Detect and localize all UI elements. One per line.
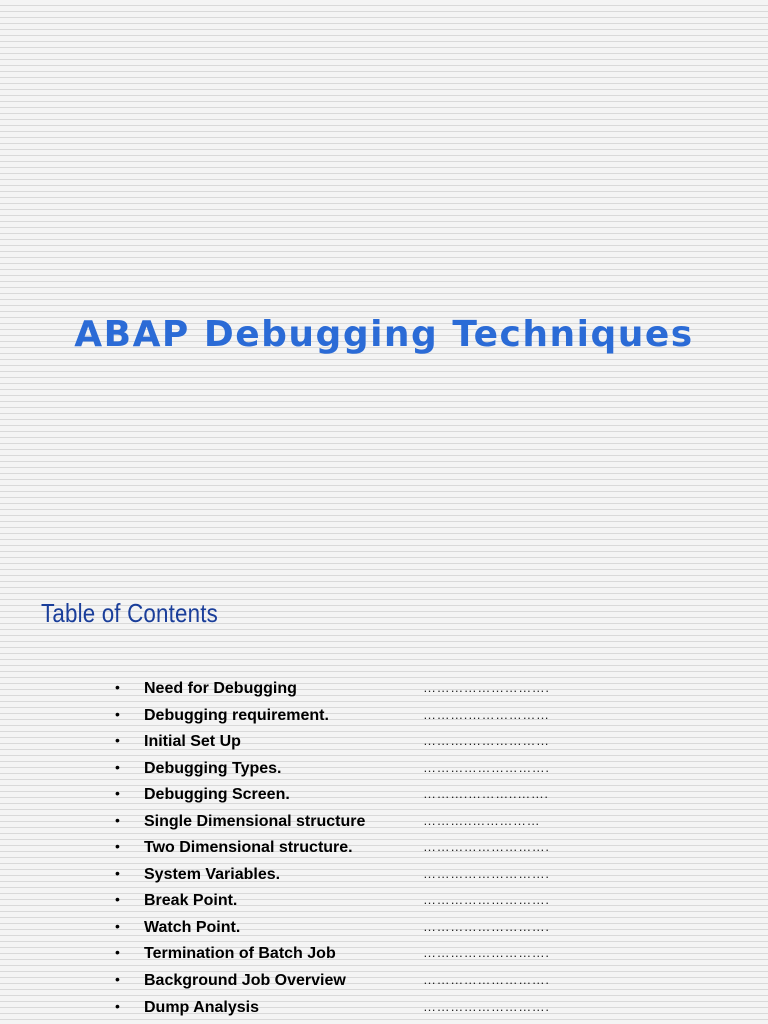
bullet-icon: • (115, 944, 120, 961)
toc-item (0, 757, 768, 784)
toc-item (0, 704, 768, 731)
toc-item-label: Debugging Types. (144, 759, 282, 777)
toc-item (0, 863, 768, 890)
toc-item-label: Debugging Screen. (144, 786, 290, 804)
toc-item-label: Background Job Overview (144, 972, 346, 990)
toc-item-leader: ……….……………… (423, 706, 550, 722)
bullet-icon: • (115, 758, 120, 775)
toc-item-label: Debugging requirement. (144, 706, 329, 724)
toc-item-label: Two Dimensional structure. (144, 839, 353, 857)
toc-item (0, 677, 768, 704)
toc-item (0, 969, 768, 996)
toc-item-leader: ………………………. (423, 865, 550, 881)
toc-item-leader: ………………………. (423, 892, 550, 908)
toc-item (0, 810, 768, 837)
toc-item-label: Single Dimensional structure (144, 812, 366, 830)
bullet-icon: • (115, 864, 120, 881)
toc-item-label: Need for Debugging (144, 680, 297, 697)
bullet-icon: • (115, 785, 120, 802)
bullet-icon: • (115, 679, 120, 695)
bullet-icon: • (115, 891, 120, 908)
bullet-icon: • (115, 811, 120, 828)
toc-item-leader: ………………………. (423, 918, 550, 934)
toc-item (0, 836, 768, 863)
toc-item-leader: ………………………. (423, 972, 550, 988)
toc-item-label: Initial Set Up (144, 733, 241, 751)
toc-item-leader: ………………………. (423, 680, 550, 695)
toc-item-label: Dump Analysis (144, 998, 259, 1016)
toc-item-leader: ………………………. (423, 998, 550, 1014)
toc-item (0, 730, 768, 757)
bullet-icon: • (115, 971, 120, 988)
toc-item-label: Watch Point. (144, 918, 241, 936)
toc-item (0, 783, 768, 810)
toc-item (0, 942, 768, 969)
toc-item (0, 889, 768, 916)
bullet-icon: • (115, 705, 120, 722)
toc-item-leader: ……….………..……. (423, 786, 549, 802)
toc-item-label: Termination of Batch Job (144, 945, 336, 963)
toc-heading: Table of Contents (41, 598, 218, 628)
bullet-icon: • (115, 917, 120, 934)
bullet-icon: • (115, 732, 120, 749)
toc-item (0, 996, 768, 1023)
toc-item-leader: ………………………. (423, 759, 550, 775)
bullet-icon: • (115, 838, 120, 855)
toc-item (0, 916, 768, 943)
toc-item-label: Break Point. (144, 892, 238, 910)
toc-item-leader: ………………………. (423, 945, 550, 961)
toc-item-label: System Variables. (144, 865, 281, 883)
toc-slide (0, 576, 768, 1024)
toc-item-leader: ……….……………… (423, 733, 550, 749)
toc-item-leader: ………..…………… (423, 812, 541, 828)
page-title: ABAP Debugging Techniques (74, 314, 694, 355)
toc-list (0, 677, 768, 1022)
bullet-icon: • (115, 997, 120, 1014)
toc-item-leader: ………………………. (423, 839, 550, 855)
